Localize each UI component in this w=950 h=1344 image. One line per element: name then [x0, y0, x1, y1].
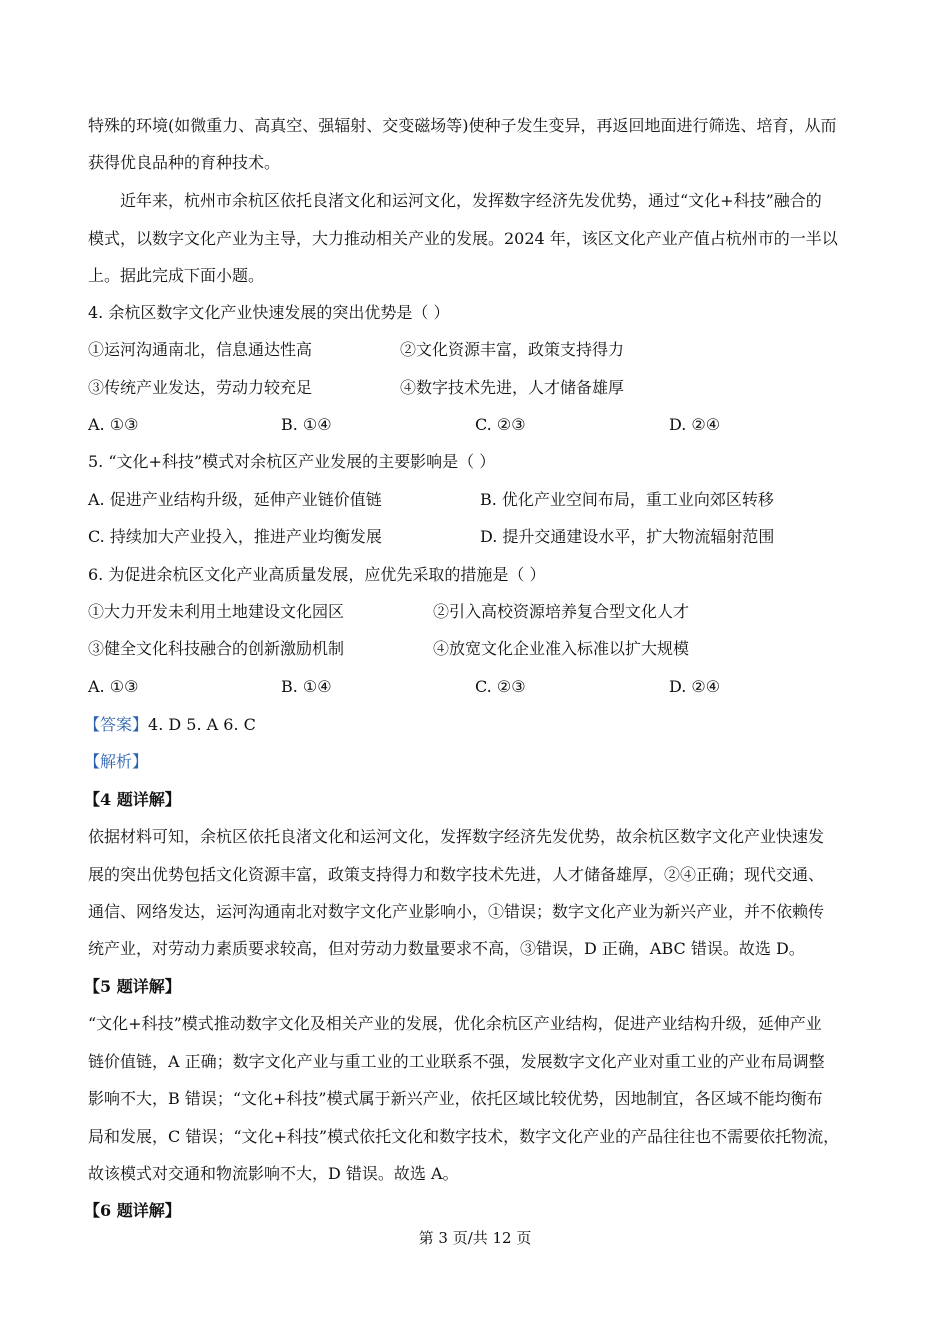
- q4-statement-1: ①运河沟通南北，信息通达性高: [88, 340, 313, 359]
- q4-option-a: A. ①③: [88, 415, 139, 434]
- q4-option-d: D. ②④: [669, 415, 721, 434]
- q6-statement-1: ①大力开发未利用土地建设文化园区: [88, 602, 345, 621]
- material-line-2: 模式，以数字文化产业为主导，大力推动相关产业的发展。2024 年，该区文化产业产值占杭州市的一半以: [88, 229, 838, 248]
- q6-option-c: C. ②③: [475, 677, 526, 696]
- answer-text: 4. D 5. A 6. C: [148, 715, 256, 734]
- q6-option-b: B. ①④: [281, 677, 332, 696]
- answer-row: [84, 714, 256, 736]
- detail-5-line-4: 局和发展，C 错误；“文化+科技”模式依托文化和数字技术，数字文化产业的产品往往也不需要依托物流，: [88, 1127, 840, 1146]
- analysis-tag: 【解析】: [84, 752, 149, 771]
- q6-statement-4: ④放宽文化企业准入标准以扩大规模: [433, 639, 690, 658]
- detail-5-heading: 【5 题详解】: [84, 977, 181, 996]
- intro-line-2: 获得优良品种的育种技术。: [88, 153, 281, 172]
- intro-line-1: 特殊的环境(如微重力、高真空、强辐射、交变磁场等)使种子发生变异，再返回地面进行筛选、培育，从而: [88, 116, 837, 135]
- detail-5-line-1: “文化+科技”模式推动数字文化及相关产业的发展，优化余杭区产业结构，促进产业结构升级，延伸产业: [88, 1014, 822, 1033]
- page-number-footer: 第 3 页/共 12 页: [418, 1229, 532, 1247]
- answer-tag: 【答案】: [84, 715, 149, 734]
- q4-statement-2: ②文化资源丰富，政策支持得力: [400, 340, 625, 359]
- detail-5-line-3: 影响不大，B 错误；“文化+科技”模式属于新兴产业，依托区域比较优势，因地制宜，各区域不能均衡布: [88, 1089, 823, 1108]
- material-line-3: 上。据此完成下面小题。: [88, 266, 265, 285]
- q5-option-b: B. 优化产业空间布局，重工业向郊区转移: [480, 490, 774, 509]
- q5-option-c: C. 持续加大产业投入，推进产业均衡发展: [88, 527, 382, 546]
- q4-option-c: C. ②③: [475, 415, 526, 434]
- detail-6-heading: 【6 题详解】: [84, 1201, 181, 1220]
- detail-4-line-4: 统产业，对劳动力素质要求较高，但对劳动力数量要求不高，③错误，D 正确，ABC 错误。故选 D。: [88, 939, 805, 958]
- q5-option-a: A. 促进产业结构升级，延伸产业链价值链: [88, 490, 382, 509]
- detail-4-line-3: 通信、网络发达，运河沟通南北对数字文化产业影响小，①错误；数字文化产业为新兴产业，并不依赖传: [88, 902, 825, 921]
- question-4-stem: 4. 余杭区数字文化产业快速发展的突出优势是（ ）: [88, 303, 450, 322]
- detail-4-heading: 【4 题详解】: [84, 790, 181, 809]
- q6-statement-3: ③健全文化科技融合的创新激励机制: [88, 639, 345, 658]
- q6-option-a: A. ①③: [88, 677, 139, 696]
- q6-option-d: D. ②④: [669, 677, 721, 696]
- question-6-stem: 6. 为促进余杭区文化产业高质量发展，应优先采取的措施是（ ）: [88, 565, 546, 584]
- material-line-1: 近年来，杭州市余杭区依托良渚文化和运河文化，发挥数字经济先发优势，通过“文化+科技”融合的: [120, 191, 822, 210]
- q6-statement-2: ②引入高校资源培养复合型文化人才: [433, 602, 690, 621]
- detail-5-line-2: 链价值链，A 正确；数字文化产业与重工业的工业联系不强，发展数字文化产业对重工业的产业布局调整: [88, 1052, 825, 1071]
- q4-statement-3: ③传统产业发达，劳动力较充足: [88, 378, 313, 397]
- detail-4-line-2: 展的突出优势包括文化资源丰富，政策支持得力和数字技术先进，人才储备雄厚，②④正确；现代交通、: [88, 865, 825, 884]
- detail-5-line-5: 故该模式对交通和物流影响不大，D 错误。故选 A。: [88, 1164, 459, 1183]
- detail-4-line-1: 依据材料可知，余杭区依托良渚文化和运河文化，发挥数字经济先发优势，故余杭区数字文化产业快速发: [88, 827, 825, 846]
- q4-statement-4: ④数字技术先进，人才储备雄厚: [400, 378, 625, 397]
- question-5-stem: 5. “文化+科技”模式对余杭区产业发展的主要影响是（ ）: [88, 452, 496, 471]
- q5-option-d: D. 提升交通建设水平，扩大物流辐射范围: [480, 527, 775, 546]
- q4-option-b: B. ①④: [281, 415, 332, 434]
